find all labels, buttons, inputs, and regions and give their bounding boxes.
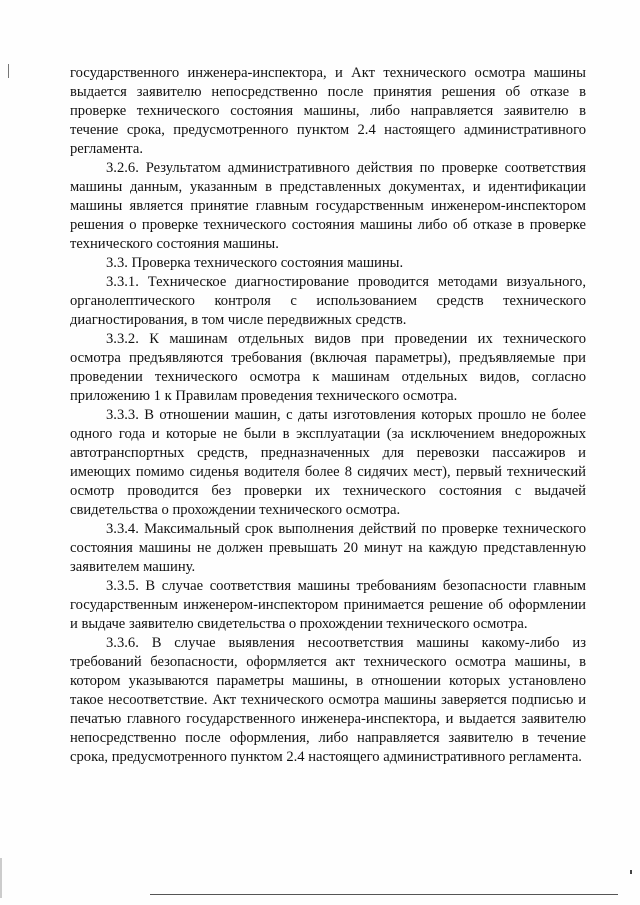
paragraph-3-2-6: 3.2.6. Результатом административного действия по проверке соответствия машины данным, указанным в представленных документах, и идентификации машины является принятие главным государственным инженером-инспектором решения о проверке технического состояния машины либо об отказе в проверке технического состояния машины.	[70, 160, 586, 252]
scan-artifact-dot	[630, 870, 632, 874]
paragraph-continuation: государственного инженера-инспектора, и Акт технического осмотра машины выдается заявителю непосредственно после принятия решения об отказе в проверке технического состояния машины, либо направляется заявителю в течение срока, предусмотренного пунктом 2.4 настоящего административного регламента.	[70, 65, 586, 157]
paragraph-3-3-6: 3.3.6. В случае выявления несоответствия машины какому-либо из требований безопасности, оформляется акт технического осмотра машины, в котором указываются параметры машины, в отношении которых установлено такое несоответствие. Акт технического осмотра машины заверяется подписью и печатью главного государственного инженера-инспектора, и выдается заявителю непосредственно после оформления, либо направляется заявителю в течение срока, предусмотренного пунктом 2.4 настоящего административного регламента.	[70, 635, 586, 765]
document-body	[70, 64, 586, 767]
page-bottom-divider	[150, 894, 618, 895]
paragraph-3-3-3: 3.3.3. В отношении машин, с даты изготовления которых прошло не более одного года и которые не были в эксплуатации (за исключением внедорожных автотранспортных средств, предназначенных для перевозки пассажиров и имеющих помимо сиденья водителя более 8 сидячих мест), первый технический осмотр проводится без проверки их технического состояния с выдачей свидетельства о прохождении технического осмотра.	[70, 407, 586, 518]
paragraph-3-3-1: 3.3.1. Техническое диагностирование проводится методами визуального, органолептического контроля с использованием средств технического диагностирования, в том числе передвижных средств.	[70, 274, 586, 328]
paragraph-3-3-5: 3.3.5. В случае соответствия машины требованиям безопасности главным государственным инженером-инспектором принимается решение об оформлении и выдаче заявителю свидетельства о прохождении технического осмотра.	[70, 578, 586, 632]
scan-artifact-edge	[0, 858, 2, 898]
paragraph-3-3-2: 3.3.2. К машинам отдельных видов при проведении их технического осмотра предъявляются требования (включая параметры), предъявляемые при проведении технического осмотра к машинам отдельных видов, согласно приложению 1 к Правилам проведения технического осмотра.	[70, 331, 586, 404]
paragraph-3-3-4: 3.3.4. Максимальный срок выполнения действий по проверке технического состояния машины не должен превышать 20 минут на каждую представленную заявителем машину.	[70, 521, 586, 575]
section-heading-3-3: 3.3. Проверка технического состояния машины.	[106, 255, 404, 271]
scan-artifact-mark	[8, 64, 9, 78]
